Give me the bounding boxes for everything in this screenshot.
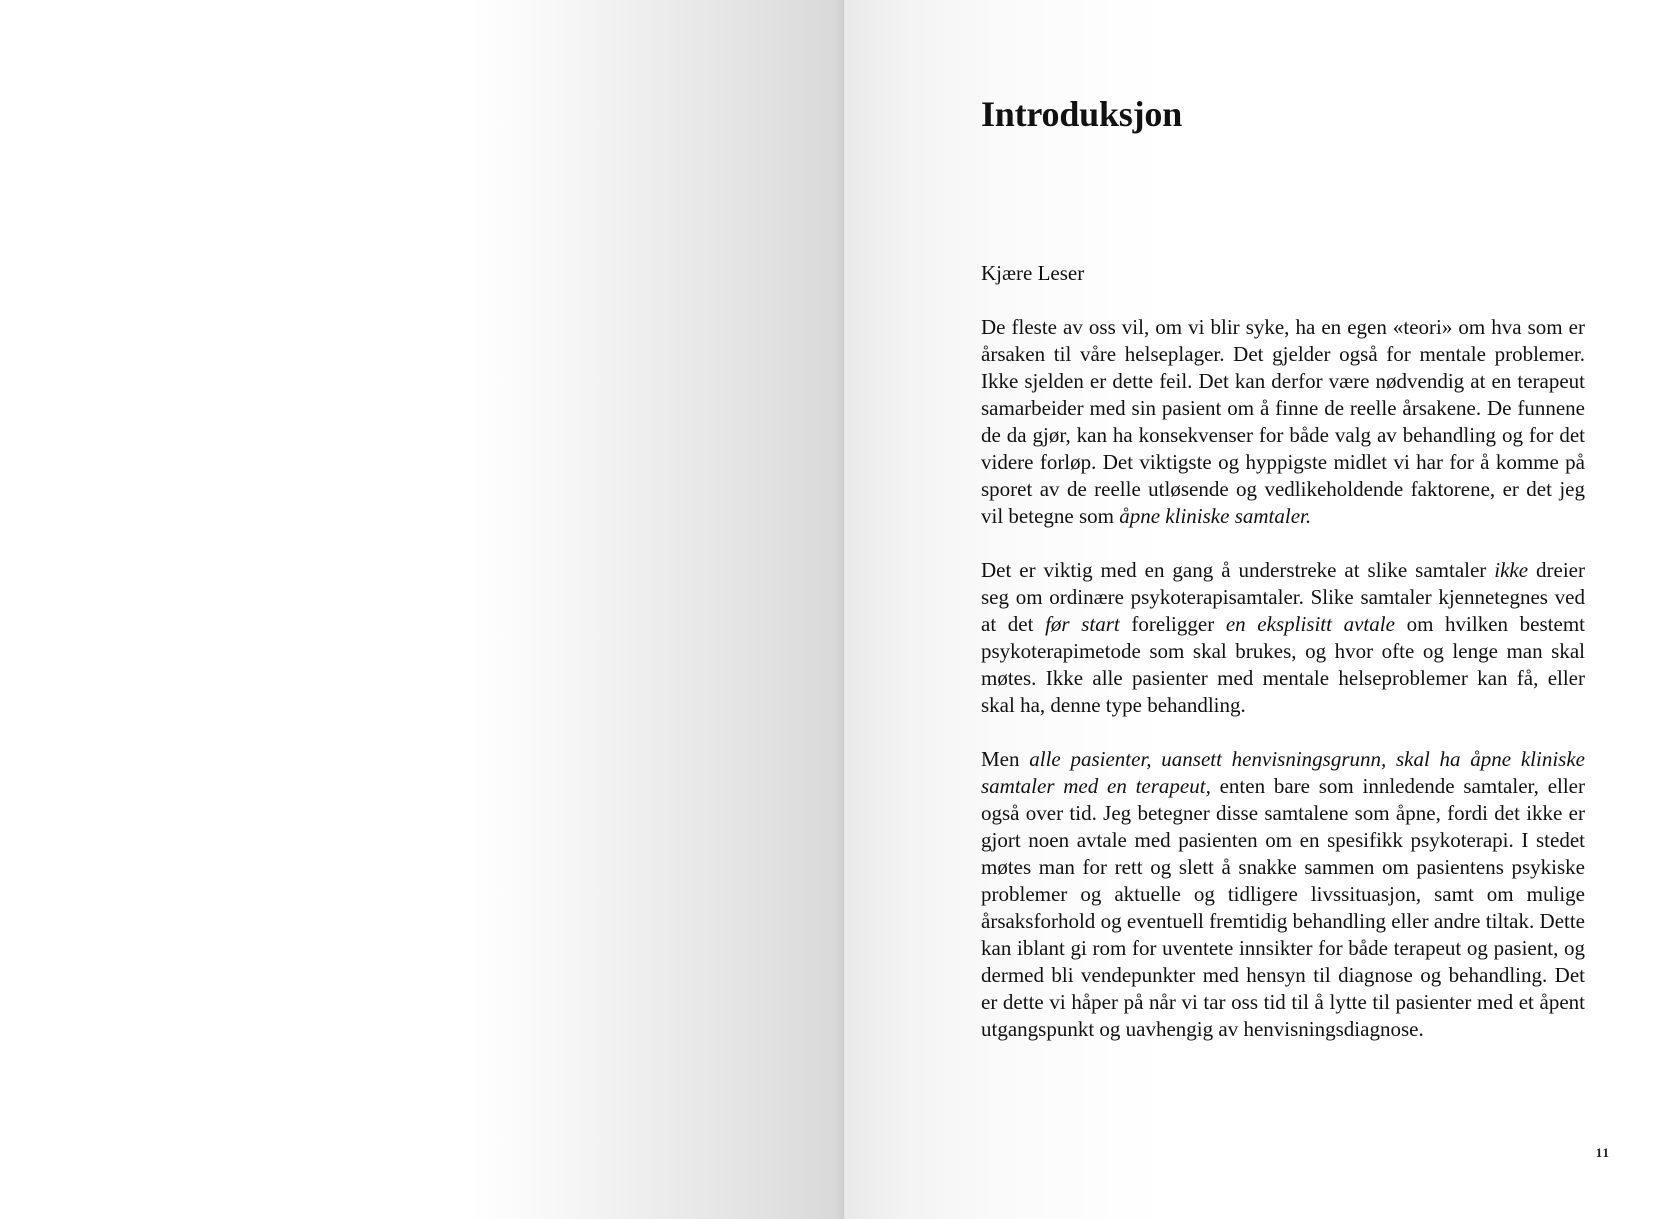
italic-text-run: en eksplisitt avtale [1225, 612, 1395, 636]
italic-text-run: alle pasienter, uansett henvisningsgrunn, skal ha åpne kliniske samtaler med en terapeut, [981, 747, 1585, 798]
chapter-title: Introduksjon [981, 94, 1183, 134]
text-run: Men [981, 747, 1030, 771]
text-run: foreligger [1119, 612, 1226, 636]
text-run: om hvilken bestemt psykoterapimetode som skal brukes, og hvor ofte og lenge man skal møtes. Ikke alle pasienter med mentale helseproblemer kan få, eller skal ha, denne type behandling. [981, 612, 1585, 717]
italic-text-run: åpne kliniske samtaler. [1119, 504, 1312, 528]
salutation: Kjære Leser [981, 261, 1085, 285]
page-number: 11 [1595, 1145, 1610, 1160]
paragraph [981, 746, 1585, 1043]
book-gutter [843, 0, 844, 1219]
text-run: dreier seg om ordinære psykoterapisamtaler. Slike samtaler kjennetegnes ved at det [981, 558, 1585, 636]
paragraph [981, 557, 1585, 719]
text-run: De fleste av oss vil, om vi blir syke, ha en egen «teori» om hva som er årsaken til våre helseplager. Det gjelder også for mentale problemer. Ikke sjelden er dette feil. Det kan derfor være nødvendig at en terapeut samarbeider med sin pasient om å finne de reelle årsakene. De funnene de da gjør, kan ha konsekvenser for både valg av behandling og for det videre forløp. Det viktigste og hyppigste midlet vi har for å komme på sporet av de reelle utløsende og vedlikeholdende faktorene, er det jeg vil betegne som [981, 315, 1585, 528]
page-content [981, 92, 1585, 1041]
text-run: Det er viktig med en gang å understreke at slike samtaler [981, 558, 1495, 582]
body-text [981, 314, 1585, 1070]
text-run: enten bare som innledende samtaler, eller også over tid. Jeg betegner disse samtalene som åpne, fordi det ikke er gjort noen avtale med pasienten om en spesifikk psykoterapi. I stedet møtes man for rett og slett å snakke sammen om pasientens psykiske problemer og aktuelle og tidligere livssituasjon, samt om mulige årsaksforhold og eventuell fremtidig behandling eller andre tiltak. Dette kan iblant gi rom for uventete innsikter for både terapeut og pasient, og dermed bli vendepunkter med hensyn til diagnose og behandling. Det er dette vi håper på når vi tar oss tid til å lytte til pasienter med et åpent utgangspunkt og uavhengig av henvisningsdiagnose. [981, 774, 1585, 1041]
italic-text-run: ikke [1494, 558, 1529, 582]
paragraph [981, 314, 1585, 530]
italic-text-run: før start [1045, 612, 1120, 636]
